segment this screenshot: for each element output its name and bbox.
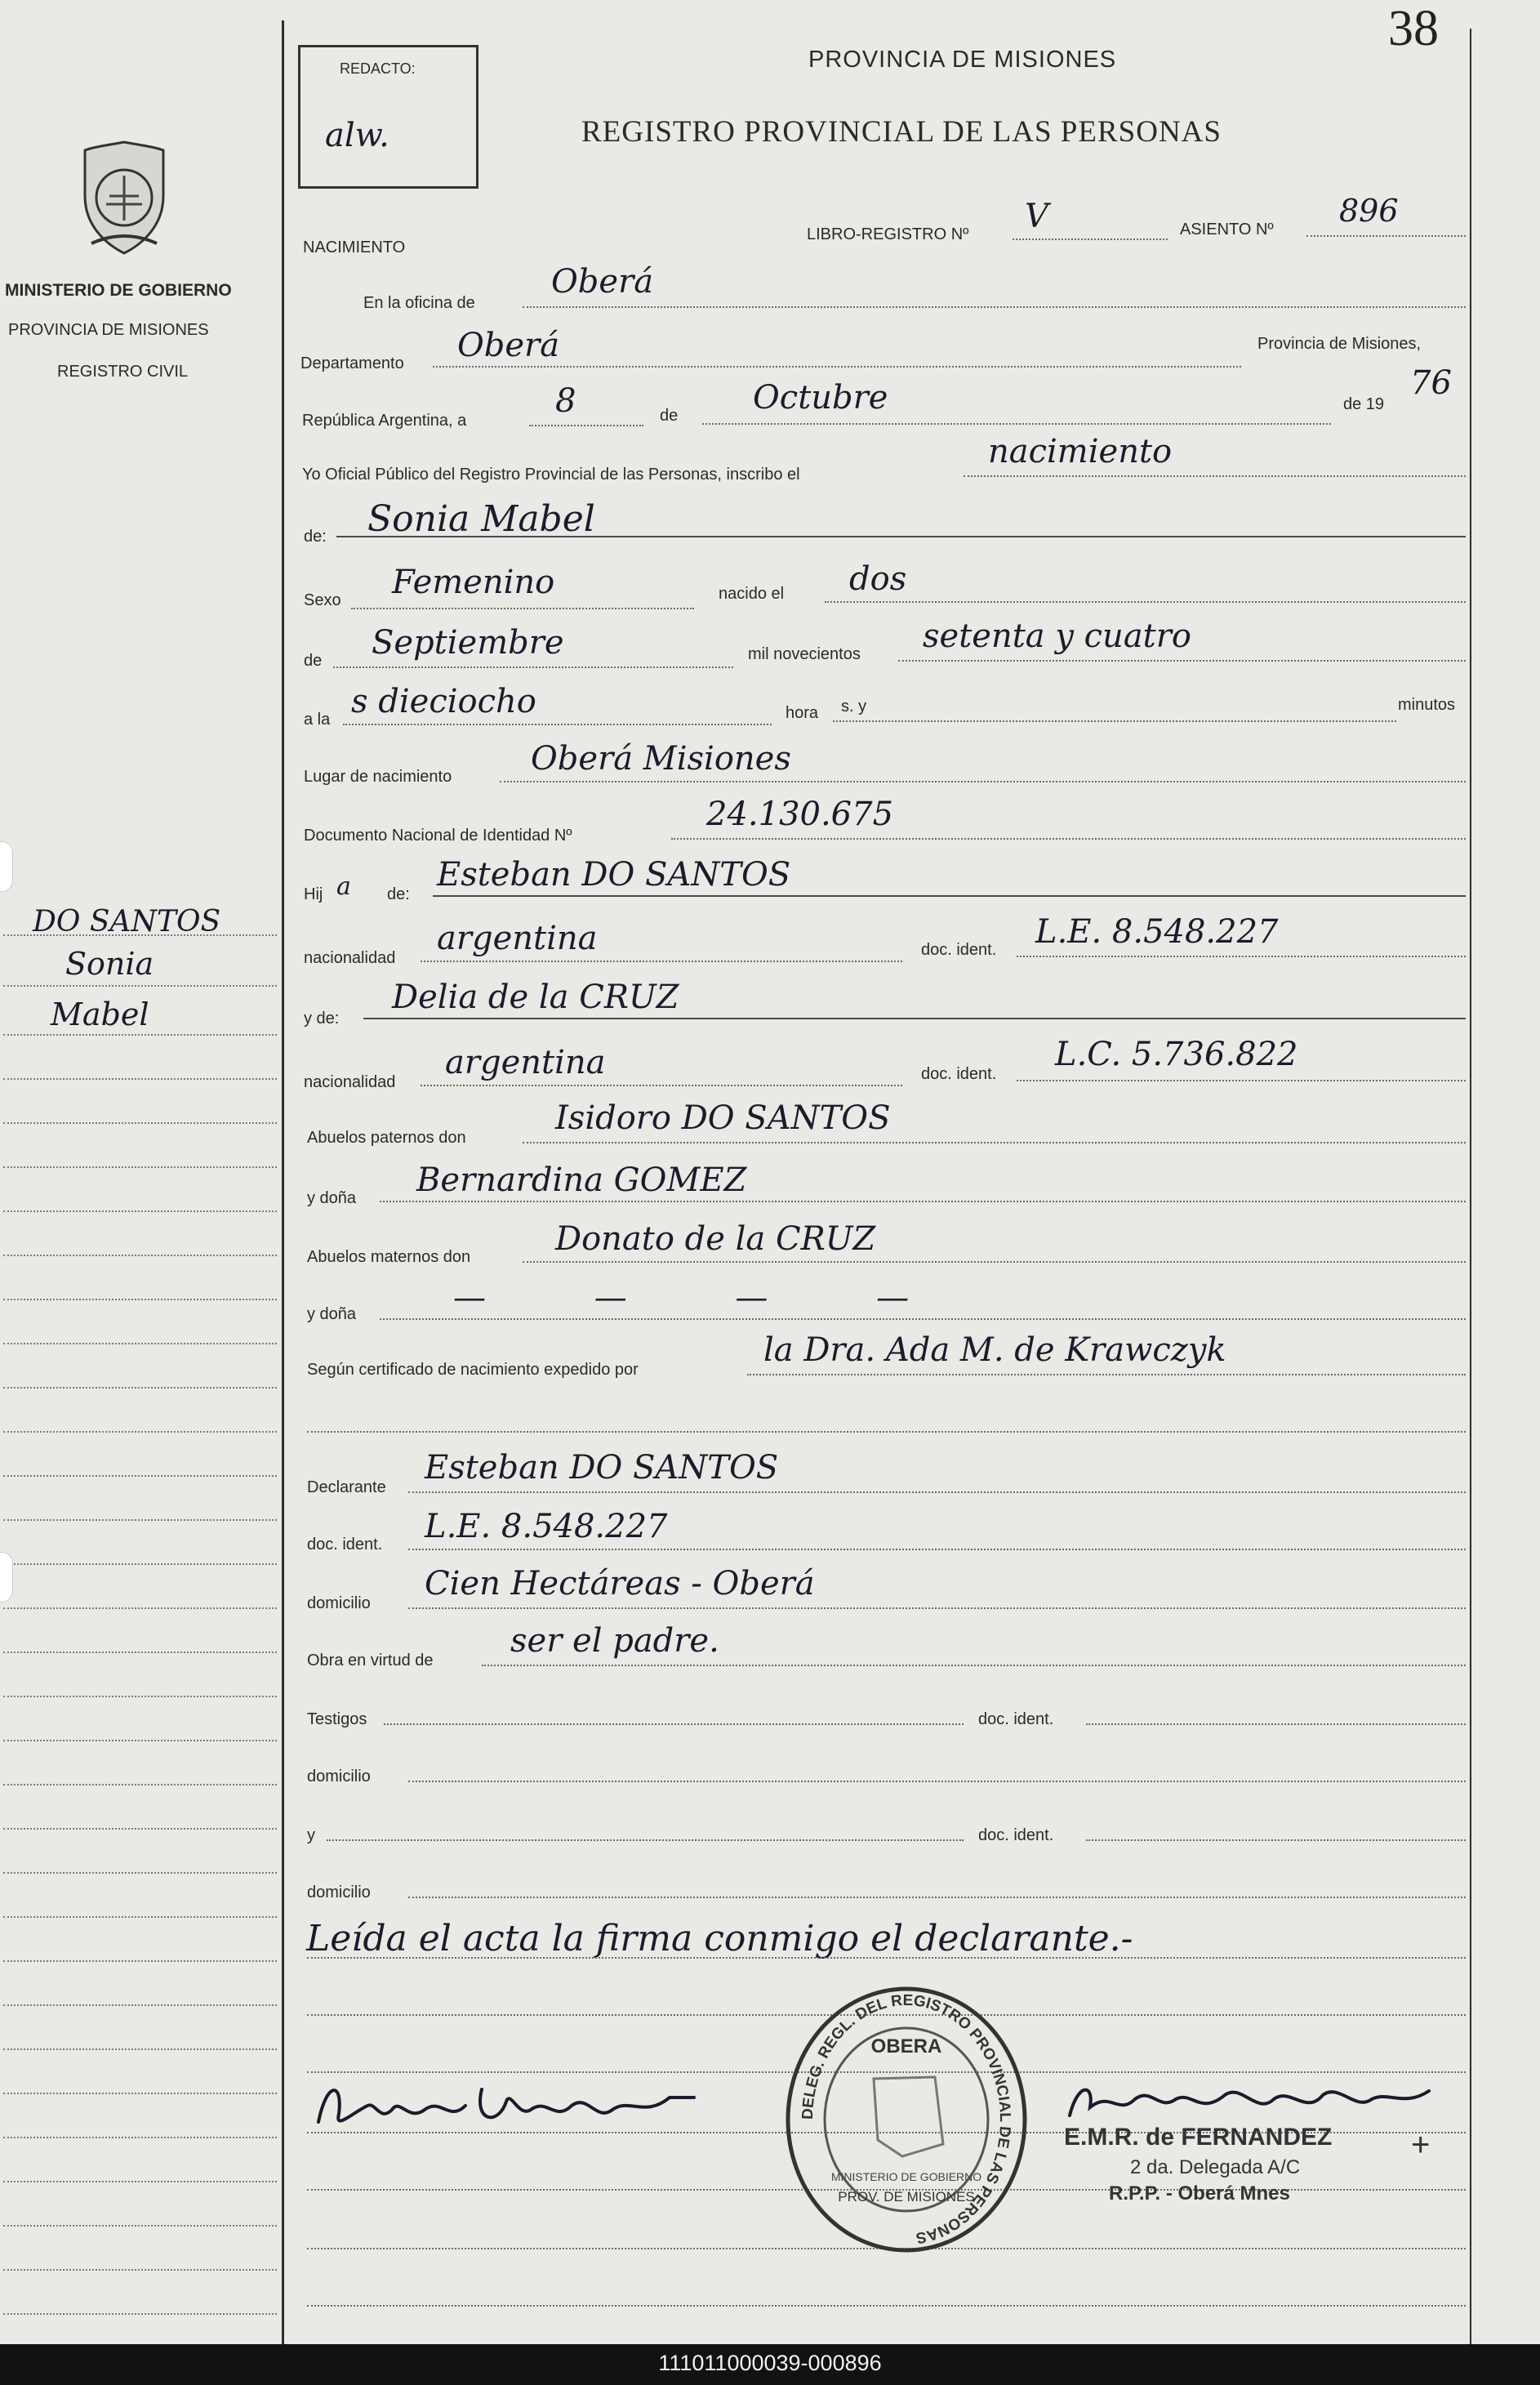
minutos-label: minutos bbox=[1398, 696, 1456, 714]
svg-text:DELEG. REGL. DEL REGISTRO PROV bbox=[799, 1992, 1013, 2246]
sidebar-ruled-line bbox=[3, 1784, 277, 1785]
document-id: 111011000039-000896 bbox=[658, 2351, 882, 2375]
date-de-label: de bbox=[660, 407, 679, 425]
sexo-label: Sexo bbox=[304, 591, 341, 609]
sidebar-ruled-line bbox=[3, 1696, 277, 1697]
registered-name: Sonia Mabel bbox=[367, 498, 595, 540]
provincia-suffix: Provincia de Misiones, bbox=[1257, 335, 1422, 353]
sidebar-ruled-line bbox=[3, 1387, 277, 1389]
redacto-label: REDACTO: bbox=[340, 60, 416, 77]
hij-label: Hij bbox=[304, 885, 323, 903]
ab-mat-value: Donato de la CRUZ bbox=[555, 1220, 876, 1258]
father-nat-label: nacionalidad bbox=[304, 949, 396, 967]
province-header: PROVINCIA DE MISIONES bbox=[808, 47, 1117, 73]
mother-doc: L.C. 5.736.822 bbox=[1055, 1036, 1298, 1073]
sidebar-ruled-line bbox=[3, 1960, 277, 1962]
sidebar-ruled-line bbox=[3, 1299, 277, 1300]
binder-hole-top bbox=[0, 841, 13, 892]
year-prefix: de 19 bbox=[1343, 395, 1385, 413]
cert-value: la Dra. Ada M. de Krawczyk bbox=[763, 1331, 1226, 1369]
ab-mat-label: Abuelos maternos don bbox=[307, 1248, 471, 1266]
redacto-box bbox=[298, 45, 478, 189]
hij-suffix: a bbox=[336, 872, 351, 901]
hora-label: hora bbox=[786, 704, 819, 722]
nacido-label: nacido el bbox=[719, 585, 785, 603]
ab-pat-dona-label: y doña bbox=[307, 1189, 357, 1207]
republica-label: República Argentina, a bbox=[302, 412, 467, 430]
sidebar-ruled-line bbox=[3, 1166, 277, 1168]
sidebar-ruled-line bbox=[3, 1652, 277, 1653]
sidebar-ruled-line bbox=[3, 1872, 277, 1874]
dni-label: Documento Nacional de Identidad Nº bbox=[304, 827, 572, 845]
dni-value: 24.130.675 bbox=[706, 796, 894, 833]
asiento-label: ASIENTO Nº bbox=[1180, 221, 1274, 238]
decl-doc-value: L.E. 8.548.227 bbox=[425, 1508, 668, 1545]
sidebar-ruled-line bbox=[3, 1475, 277, 1477]
mother-nationality: argentina bbox=[445, 1044, 606, 1081]
sidebar-ruled-line bbox=[3, 1210, 277, 1212]
section-label: NACIMIENTO bbox=[303, 238, 406, 256]
birth-month-value: Septiembre bbox=[372, 624, 564, 662]
sidebar-ruled-line bbox=[3, 1607, 277, 1609]
birth-year-value: setenta y cuatro bbox=[923, 617, 1191, 655]
departamento-value: Oberá bbox=[457, 327, 560, 364]
sidebar-ruled-line bbox=[3, 2093, 277, 2094]
cert-label: Según certificado de nacimiento expedido por bbox=[307, 1361, 639, 1379]
testigos2-doc-label: doc. ident. bbox=[978, 1826, 1054, 1844]
sidebar-ruled-line bbox=[3, 1740, 277, 1741]
libro-value: V bbox=[1025, 198, 1048, 235]
ministry-label: MINISTERIO DE GOBIERNO bbox=[5, 281, 232, 300]
ab-mat-dona-label: y doña bbox=[307, 1305, 357, 1323]
official-role: 2 da. Delegada A/C bbox=[1130, 2156, 1301, 2178]
margin-surname: DO SANTOS bbox=[33, 905, 221, 938]
binder-hole-bottom bbox=[0, 1552, 13, 1603]
closing-statement: Leída el acta la firma conmigo el declarante.- bbox=[306, 1918, 1133, 1959]
ala-label: a la bbox=[304, 711, 331, 729]
official-cross: + bbox=[1411, 2127, 1431, 2163]
right-rule bbox=[1470, 29, 1471, 2344]
declarant-signature bbox=[310, 2065, 702, 2146]
mother-nat-label: nacionalidad bbox=[304, 1073, 396, 1091]
mother-name: Delia de la CRUZ bbox=[392, 979, 679, 1016]
coat-of-arms-icon bbox=[73, 139, 176, 257]
sidebar-ruled-line bbox=[3, 1828, 277, 1830]
hij-de-label: de: bbox=[387, 885, 410, 903]
birth-de-label: de bbox=[304, 652, 323, 670]
sidebar-ruled-line bbox=[3, 985, 277, 987]
ab-pat-label: Abuelos paternos don bbox=[307, 1129, 466, 1147]
sidebar-ruled-line bbox=[3, 2269, 277, 2271]
oficial-text: Yo Oficial Público del Registro Provincial de las Personas, inscribo el bbox=[302, 466, 800, 484]
nacido-value: dos bbox=[849, 560, 907, 598]
father-name: Esteban DO SANTOS bbox=[437, 856, 791, 894]
sidebar-ruled-line bbox=[3, 2137, 277, 2138]
sidebar-ruled-line bbox=[3, 1255, 277, 1256]
asiento-value: 896 bbox=[1339, 193, 1399, 229]
obra-label: Obra en virtud de bbox=[307, 1652, 434, 1670]
sidebar-ruled-line bbox=[3, 2313, 277, 2315]
official-office: R.P.P. - Oberá Mnes bbox=[1109, 2182, 1290, 2204]
sidebar-registry: REGISTRO CIVIL bbox=[57, 363, 189, 381]
declarante-value: Esteban DO SANTOS bbox=[425, 1449, 779, 1487]
sidebar-ruled-line bbox=[3, 2225, 277, 2227]
left-rule bbox=[282, 20, 284, 2344]
obra-value: ser el padre. bbox=[510, 1622, 719, 1660]
sidebar-ruled-line bbox=[3, 934, 277, 936]
mother-doc-label: doc. ident. bbox=[921, 1065, 997, 1083]
sidebar-ruled-line bbox=[3, 1563, 277, 1565]
hora-value: s dieciocho bbox=[351, 683, 536, 720]
name-de-label: de: bbox=[304, 528, 327, 546]
father-doc: L.E. 8.548.227 bbox=[1035, 913, 1279, 951]
margin-second-name: Mabel bbox=[51, 996, 149, 1032]
declarante-label: Declarante bbox=[307, 1478, 386, 1496]
stamp-inner-text: MINISTERIO DE GOBIERNO bbox=[830, 2170, 982, 2183]
hora-mid: s. y bbox=[841, 698, 867, 716]
ab-pat-dona-value: Bernardina GOMEZ bbox=[416, 1161, 747, 1199]
official-stamp bbox=[780, 1981, 1033, 2258]
domicilio-label: domicilio bbox=[307, 1594, 371, 1612]
day-value: 8 bbox=[555, 382, 576, 420]
ab-mat-dona-value: — — — — bbox=[453, 1279, 959, 1317]
sidebar-ruled-line bbox=[3, 1343, 277, 1344]
sidebar-ruled-line bbox=[3, 1122, 277, 1124]
oficina-value: Oberá bbox=[551, 263, 654, 301]
month-value: Octubre bbox=[753, 379, 888, 417]
sidebar-ruled-line bbox=[3, 1916, 277, 1918]
sidebar-ruled-line bbox=[3, 2181, 277, 2182]
mil-label: mil novecientos bbox=[748, 645, 861, 663]
sidebar-ruled-line bbox=[3, 1034, 277, 1036]
sidebar-ruled-line bbox=[3, 1431, 277, 1433]
libro-label: LIBRO-REGISTRO Nº bbox=[807, 225, 969, 243]
father-doc-label: doc. ident. bbox=[921, 941, 997, 959]
testigos-y-label: y bbox=[307, 1826, 315, 1844]
decl-doc-label: doc. ident. bbox=[307, 1536, 383, 1554]
lugar-label: Lugar de nacimiento bbox=[304, 768, 452, 786]
testigos-label: Testigos bbox=[307, 1710, 367, 1728]
official-name: E.M.R. de FERNANDEZ bbox=[1064, 2124, 1333, 2151]
father-nationality: argentina bbox=[437, 920, 598, 957]
inscribo-value: nacimiento bbox=[988, 433, 1173, 470]
domicilio-value: Cien Hectáreas - Oberá bbox=[425, 1565, 815, 1603]
stamp-ring-text: DELEG. REGL. DEL REGISTRO PROVINCIAL DE LAS PERSONAS bbox=[799, 1991, 1014, 2247]
mother-yde-label: y de: bbox=[304, 1010, 340, 1028]
sexo-value: Femenino bbox=[392, 564, 555, 601]
page-number: 38 bbox=[1388, 1, 1439, 56]
departamento-label: Departamento bbox=[300, 354, 404, 372]
testigos2-domicilio-label: domicilio bbox=[307, 1883, 371, 1901]
year-value: 76 bbox=[1410, 364, 1452, 402]
testigos-doc-label: doc. ident. bbox=[978, 1710, 1054, 1728]
sidebar-ruled-line bbox=[3, 2048, 277, 2050]
stamp-top-text: OBERA bbox=[870, 2035, 942, 2057]
sidebar-ruled-line bbox=[3, 1519, 277, 1521]
oficina-label: En la oficina de bbox=[363, 294, 475, 312]
lugar-value: Oberá Misiones bbox=[531, 740, 791, 778]
testigos-domicilio-label: domicilio bbox=[307, 1768, 371, 1785]
registry-title: REGISTRO PROVINCIAL DE LAS PERSONAS bbox=[581, 115, 1222, 149]
margin-first-name: Sonia bbox=[65, 946, 154, 982]
sidebar-province: PROVINCIA DE MISIONES bbox=[8, 321, 209, 339]
sidebar-ruled-line bbox=[3, 2004, 277, 2006]
stamp-bottom-text: PROV. DE MISIONES bbox=[838, 2189, 975, 2204]
ab-pat-value: Isidoro DO SANTOS bbox=[555, 1099, 891, 1137]
redacto-value: alw. bbox=[325, 117, 389, 154]
sidebar-ruled-line bbox=[3, 1078, 277, 1080]
